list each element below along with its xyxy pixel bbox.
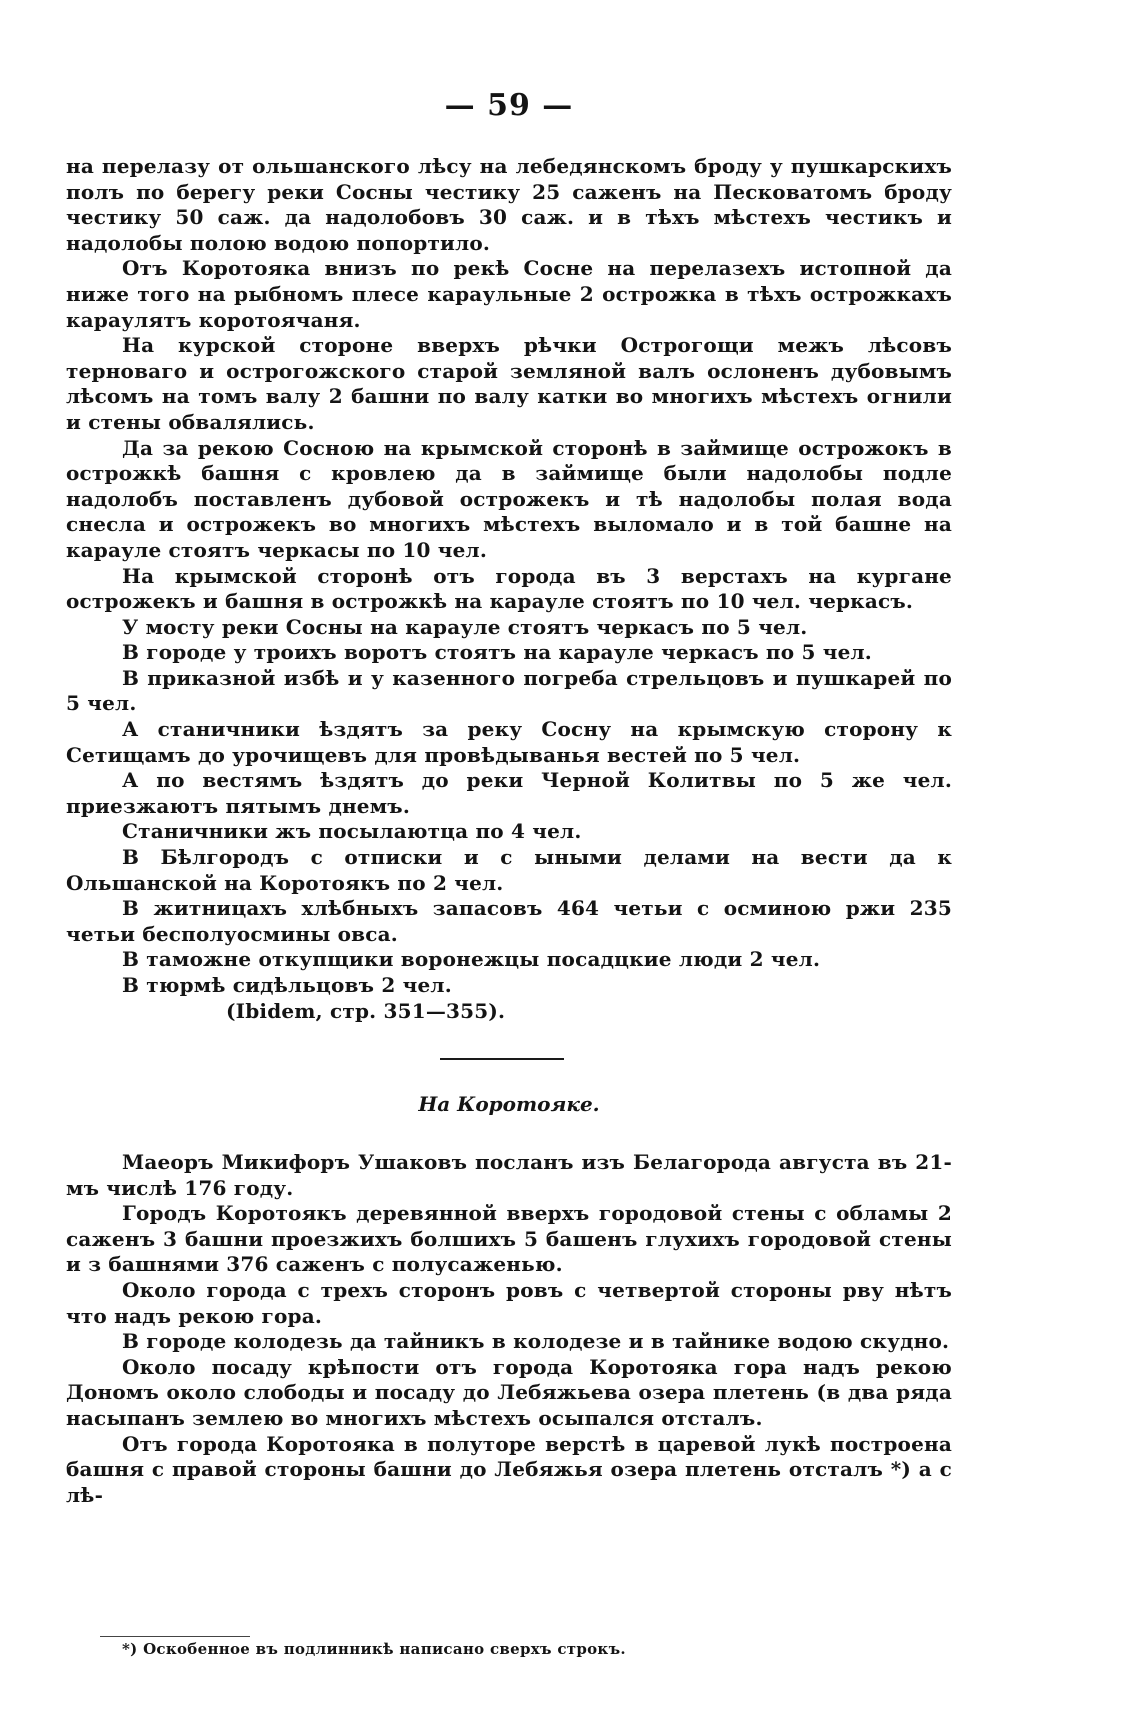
- paragraph: Отъ города Коротояка в полуторе верстѣ в царевой лукѣ построена башня с правой стороны башни до Лебяжья озера плетень отсталъ *) а с лѣ-: [66, 1431, 952, 1507]
- paragraph: В городе колодезь да тайникъ в колодезе и в тайнике водою скудно.: [122, 1329, 950, 1354]
- paragraph: В городе у троихъ воротъ стоятъ на карауле черкасъ по 5 чел.: [122, 640, 872, 665]
- paragraph: В приказной избѣ и у казенного погреба стрельцовъ и пушкарей по 5 чел.: [66, 665, 952, 716]
- paragraph: Около города с трехъ сторонъ ровъ с четвертой стороны рву нѣтъ что надъ рекою гора.: [66, 1277, 952, 1328]
- citation: (Ibidem, стр. 351—355).: [226, 998, 506, 1023]
- paragraph: На крымской сторонѣ отъ города въ 3 верстахъ на кургане острожекъ и башня в острожкѣ на карауле стоятъ по 10 чел. черкасъ.: [66, 563, 952, 614]
- paragraph: В Бѣлгородъ с отписки и с ыными делами на вести да к Ольшанской на Коротоякъ по 2 чел.: [66, 845, 952, 895]
- paragraph: На курской стороне вверхъ рѣчки Острогощи межъ лѣсовъ терноваго и острогожского старой земляной валъ ослоненъ дубовымъ лѣсомъ на томъ валу 2 башни по валу катки во многихъ мѣстехъ огнили и стены обвалялись.: [66, 333, 952, 434]
- paragraph: на перелазу от ольшанского лѣсу на лебедянскомъ броду у пушкарскихъ полъ по берегу реки Сосны честику 25 саженъ на Песковатомъ броду честику 50 саж. да надолобовъ 30 саж. и в тѣхъ мѣстехъ честикъ и надолобы полою водою попортило.: [66, 154, 952, 255]
- paragraph: Да за рекою Сосною на крымской сторонѣ в займище острожокъ в острожкѣ башня с кровлею да в займище были надолобы подле надолобъ поставленъ дубовой острожекъ и тѣ надолобы полая вода снесла и острожекъ во многихъ мѣстехъ выломало и в той башне на карауле стоятъ черкасы по 10 чел.: [66, 435, 952, 562]
- paragraph: А по вестямъ ѣздятъ до реки Черной Колитвы по 5 же чел. приезжаютъ пятымъ днемъ.: [66, 768, 952, 818]
- paragraph: Около посаду крѣпости отъ города Коротояка гора надъ рекою Дономъ около слободы и посаду до Лебяжьева озера плетень (в два ряда насыпанъ землею во многихъ мѣстехъ осыпался отсталъ.: [66, 1354, 952, 1430]
- section-text: [66, 1150, 952, 1508]
- paragraph: Городъ Коротоякъ деревянной вверхъ городовой стены с обламы 2 саженъ 3 башни проезжихъ болшихъ 5 башенъ глухихъ городовой стены и з башнями 376 саженъ с полусаженью.: [66, 1201, 952, 1277]
- footnote: *) Оскобенное въ подлинникѣ написано сверхъ строкъ.: [122, 1640, 626, 1658]
- main-text: [66, 154, 952, 1024]
- paragraph: В таможне откупщики воронежцы посадцкие люди 2 чел.: [122, 947, 821, 972]
- paragraph: А станичники ѣздятъ за реку Сосну на крымскую сторону к Сетищамъ до урочищевъ для провѣдыванья вестей по 5 чел.: [66, 717, 952, 767]
- page-number: — 59 —: [444, 88, 574, 123]
- document-page: [66, 0, 952, 1730]
- section-divider: [440, 1058, 564, 1060]
- paragraph: Отъ Коротояка внизъ по рекѣ Сосне на перелазехъ истопной да ниже того на рыбномъ плесе караульные 2 острожка в тѣхъ острожкахъ караулятъ коротоячаня.: [66, 256, 952, 332]
- paragraph: В житницахъ хлѣбныхъ запасовъ 464 четьи с осминою ржи 235 четьи бесполуосмины овса.: [66, 896, 952, 946]
- paragraph: Станичники жъ посылаютца по 4 чел.: [122, 819, 582, 844]
- footnote-rule: [100, 1636, 250, 1637]
- paragraph: В тюрмѣ сидѣльцовъ 2 чел.: [122, 973, 452, 997]
- paragraph: Маеоръ Микифоръ Ушаковъ посланъ изъ Белагорода августа въ 21-мъ числѣ 176 году.: [66, 1150, 952, 1200]
- paragraph: У мосту реки Сосны на карауле стоятъ черкасъ по 5 чел.: [122, 614, 808, 639]
- section-title: На Коротояке.: [418, 1092, 600, 1116]
